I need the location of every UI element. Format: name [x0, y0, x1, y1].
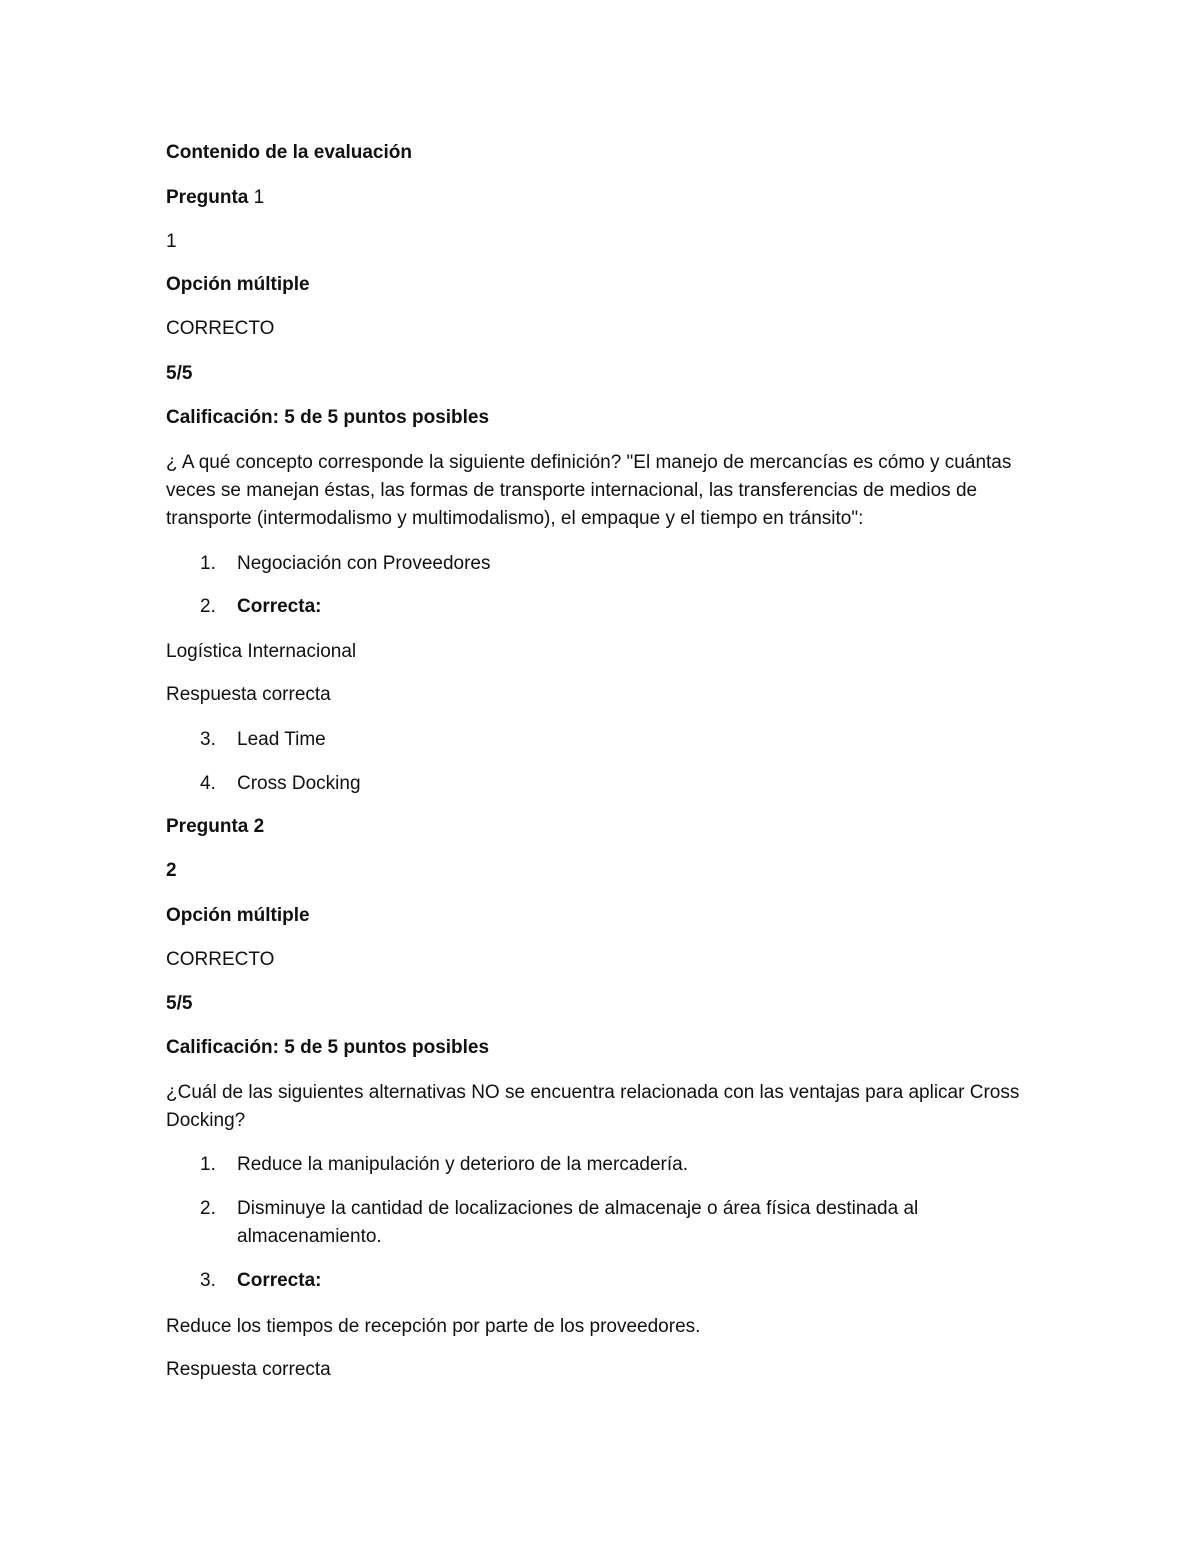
option-number: 3. [200, 1270, 216, 1291]
option-number: 2. [200, 596, 216, 617]
question-2-correct-note: Respuesta correcta [166, 1359, 331, 1380]
option-number: 1. [200, 1154, 216, 1175]
question-1-status: CORRECTO [166, 318, 275, 339]
option-text: Reduce la manipulación y deterioro de la mercadería. [237, 1154, 688, 1175]
option-number: 4. [200, 773, 216, 794]
question-2-prompt: ¿Cuál de las siguientes alternativas NO se encuentra relacionada con las ventajas para aplicar Cross Docking? [166, 1082, 1020, 1131]
document-title: Contenido de la evaluación [166, 142, 412, 163]
question-1-correct-answer: Logística Internacional [166, 641, 357, 662]
correct-label: Correcta: [237, 596, 322, 617]
option-number: 1. [200, 553, 216, 574]
option-text: Cross Docking [237, 773, 361, 794]
question-1-type: Opción múltiple [166, 274, 310, 295]
question-2-grade: Calificación: 5 de 5 puntos posibles [166, 1037, 490, 1058]
question-2-status: CORRECTO [166, 949, 275, 970]
option-text: Negociación con Proveedores [237, 553, 491, 574]
question-2-heading: Pregunta 2 [166, 816, 265, 837]
question-1-correct-note: Respuesta correcta [166, 684, 331, 705]
option-number: 2. [200, 1198, 216, 1219]
question-2-score: 5/5 [166, 993, 193, 1014]
correct-label: Correcta: [237, 1270, 322, 1291]
option-number: 3. [200, 729, 216, 750]
question-1-score: 5/5 [166, 363, 193, 384]
question-1-heading [166, 184, 264, 212]
question-1-heading-label: Pregunta [166, 187, 249, 208]
question-2-type: Opción múltiple [166, 905, 310, 926]
question-1-heading-number: 1 [253, 187, 265, 208]
question-1-prompt: ¿ A qué concepto corresponde la siguiente definición? "El manejo de mercancías es cómo y cuántas veces se manejan éstas, las formas de transporte internacional, las transferencias de medios de transporte (intermodalismo y multimodalismo), el empaque y el tiempo en tránsito": [166, 452, 1012, 529]
option-text: Lead Time [237, 729, 326, 750]
question-2-correct-answer: Reduce los tiempos de recepción por parte de los proveedores. [166, 1316, 701, 1337]
question-1-number: 1 [166, 231, 177, 252]
option-text: Disminuye la cantidad de localizaciones de almacenaje o área física destinada al almacenamiento. [237, 1198, 919, 1247]
question-2-number: 2 [166, 860, 177, 881]
question-1-grade: Calificación: 5 de 5 puntos posibles [166, 407, 490, 428]
